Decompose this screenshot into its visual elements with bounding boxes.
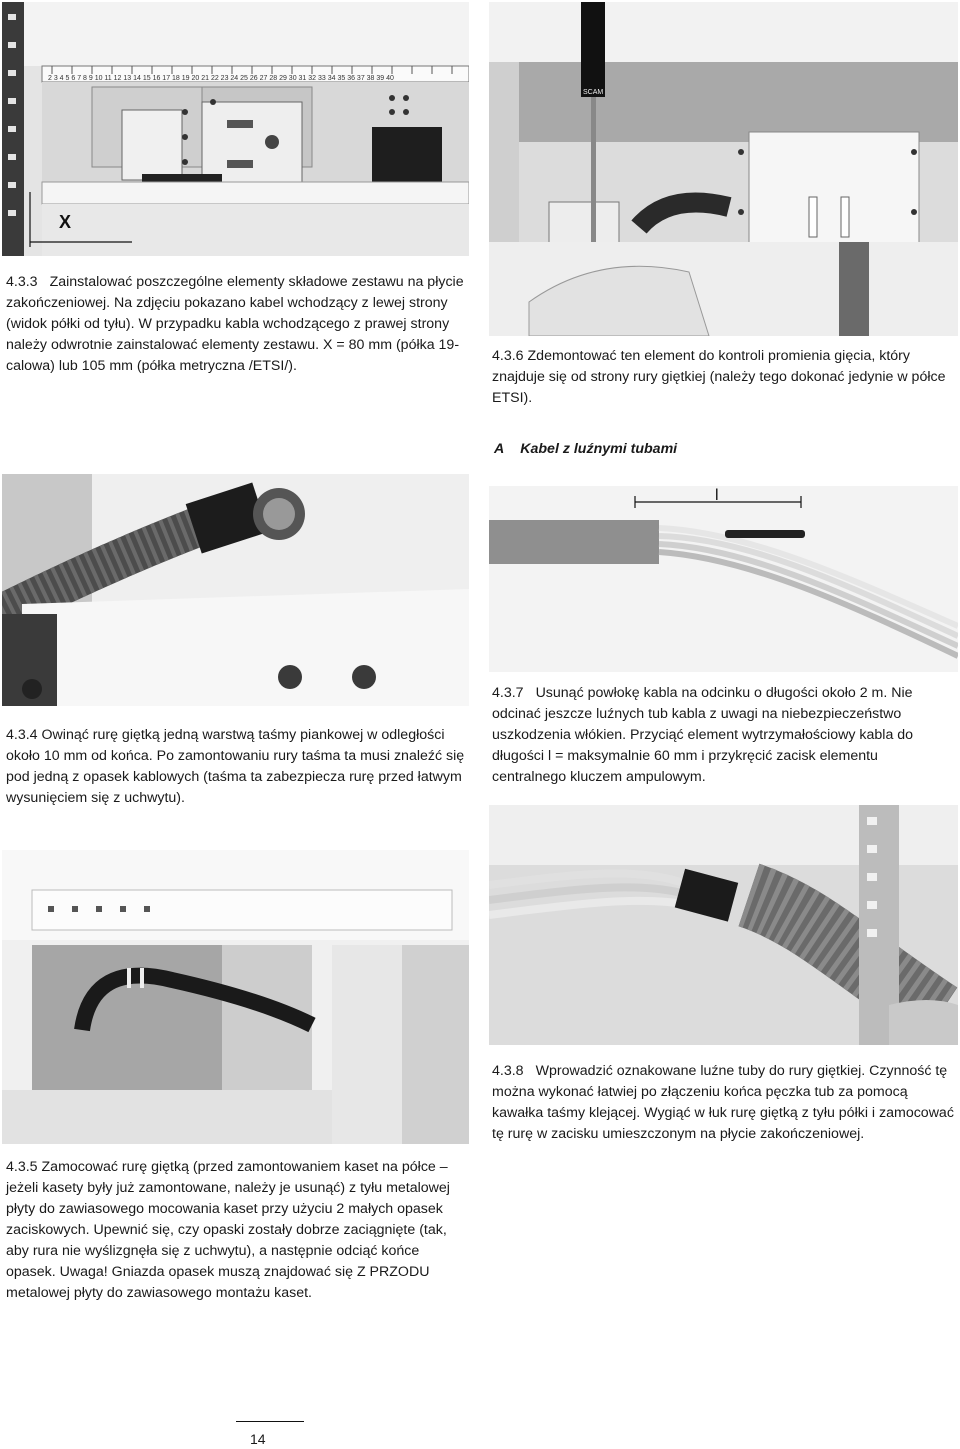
paragraph-4-3-3 <box>6 272 466 377</box>
caption-letter: A <box>494 441 505 457</box>
ruler-numbers: 2 3 4 5 6 7 8 9 10 11 12 13 14 15 16 17 18 19 20 21 22 23 24 25 26 27 28 29 30 31 32 33 34 35 36 37 38 39 40 <box>48 75 394 82</box>
stripped-cable-illustration <box>489 486 958 672</box>
section-text: Zamocować rurę giętką (przed zamontowaniem kaset na półce – jeżeli kasety były już zamontowane, należy je usunąć) z tyłu metalowej płyty do zawiasowego mocowania kaset przy użyciu 2 małych opasek zaciskowych. Upewnić się, czy opaski zostały dobrze zaciągnięte (tak, aby rura nie wyślizgnęła się z uchwytu), a następnie odciąć końce opasek. Uwaga! Gniazda opasek muszą znajdować się Z PRZODU metalowej płyty do zawiasowego montażu kaset. <box>6 1159 450 1301</box>
paragraph-4-3-7 <box>492 683 954 788</box>
tube-foam-illustration <box>2 474 469 706</box>
paragraph-4-3-8 <box>492 1061 954 1145</box>
photo-tube-foam <box>2 474 469 706</box>
photo-stripped-cable <box>489 486 958 672</box>
x-dimension-label: X <box>59 212 72 232</box>
screwdriver-brand: SCAM <box>583 89 604 96</box>
caption-text: Kabel z luźnymi tubami <box>520 441 678 457</box>
photo-screwdriver <box>489 2 958 336</box>
tubes-into-pipe-illustration <box>489 805 958 1045</box>
section-number: 4.3.3 <box>6 274 38 290</box>
screwdriver-illustration <box>489 2 958 336</box>
section-number: 4.3.8 <box>492 1063 524 1079</box>
section-number: 4.3.5 <box>6 1159 38 1175</box>
tube-mounted-illustration <box>2 850 469 1144</box>
section-text: Zainstalować poszczególne elementy składowe zestawu na płycie zakończeniowej. Na zdjęciu pokazano kabel wchodzący z lewej strony (widok półki od tyłu). W przypadku kabla wchodzącego z prawej strony należy odwrotnie zainstalować elementy zestawu. X = 80 mm (półka 19-calowa) lub 105 mm (półka metryczna /ETSI/). <box>6 274 464 374</box>
photo-tube-mounted <box>2 850 469 1144</box>
section-number: 4.3.6 <box>492 348 524 364</box>
paragraph-4-3-6 <box>492 346 954 409</box>
paragraph-4-3-4 <box>6 725 466 809</box>
paragraph-4-3-5 <box>6 1157 466 1304</box>
section-text: Usunąć powłokę kabla na odcinku o długości około 2 m. Nie odcinać jeszcze luźnych tub kabla z uwagi na niebezpieczeństwo uszkodzenia włókien. Przyciąć element wytrzymałościowy kabla do długości l = maksymalnie 60 mm i przykręcić zacisk elementu centralnego kluczem ampulowym. <box>492 685 914 785</box>
photo-tubes-into-pipe <box>489 805 958 1045</box>
shelf-ruler-illustration <box>2 2 469 256</box>
cable-caption <box>494 441 677 457</box>
photo-shelf-ruler <box>2 2 469 256</box>
section-text: Owinąć rurę giętką jedną warstwą taśmy piankowej w odległości około 10 mm od końca. Po zamontowaniu rury taśma ta musi znaleźć się pod jedną z opasek kablowych (taśma ta zabezpiecza rurę przed łatwym wysunięciem się z uchwytu). <box>6 727 465 806</box>
section-text: Wprowadzić oznakowane luźne tuby do rury giętkiej. Czynność tę można wykonać łatwiej po złączeniu końca pęczka tub za pomocą kawałka taśmy klejącej. Wygiąć w łuk rurę giętką z tyłu półki i zamocować tę rurę w zacisku umieszczonym na płycie zakończeniowej. <box>492 1063 954 1142</box>
length-marker: l <box>715 487 719 504</box>
section-text: Zdemontować ten element do kontroli promienia gięcia, który znajduje się od strony rury giętkiej (należy tego dokonać jedynie w półce ETSI). <box>492 348 946 406</box>
page-number: 14 <box>250 1431 266 1447</box>
section-number: 4.3.7 <box>492 685 524 701</box>
section-number: 4.3.4 <box>6 727 38 743</box>
footer-rule <box>236 1421 304 1422</box>
